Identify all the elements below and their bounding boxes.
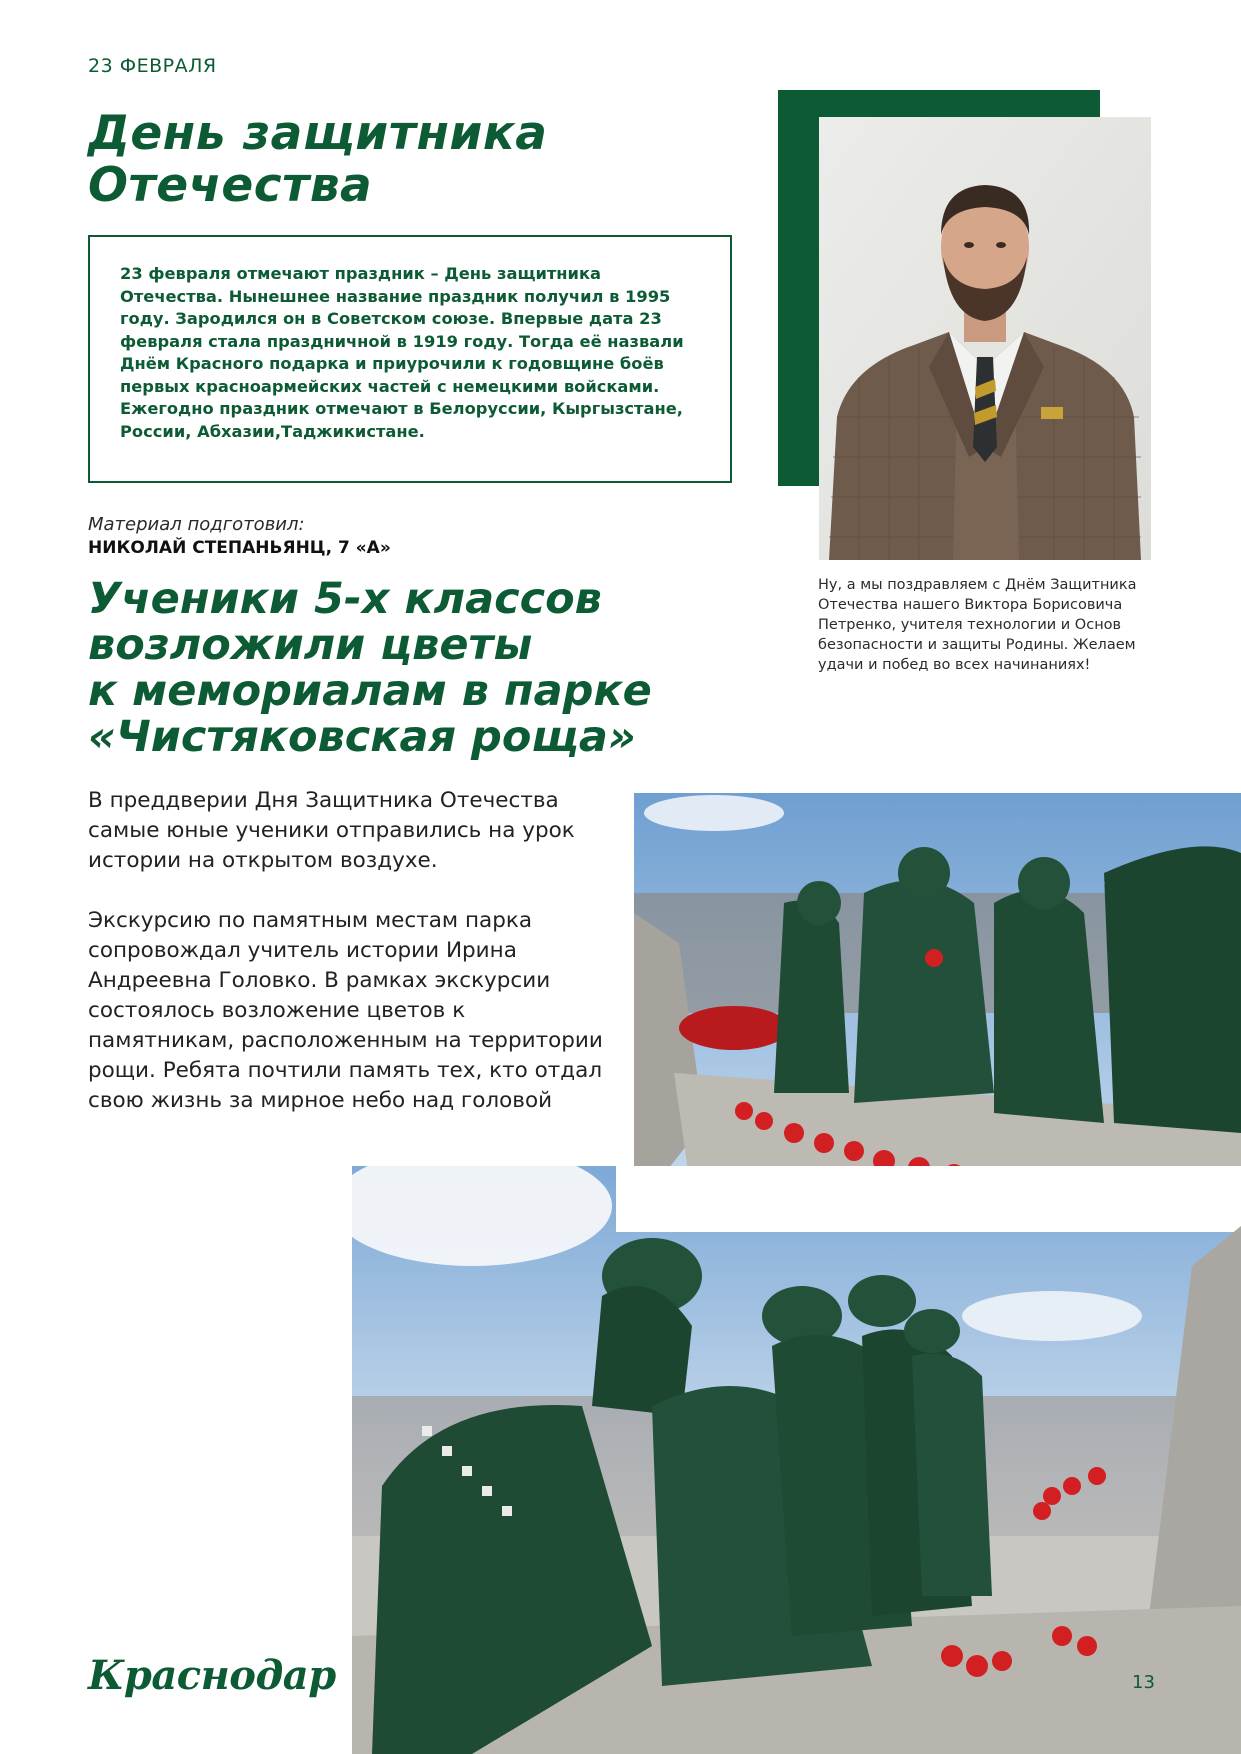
article-body (88, 786, 618, 1146)
teacher-portrait-photo (819, 117, 1151, 560)
page-number: 13 (1132, 1672, 1155, 1693)
intro-box (88, 235, 732, 483)
article-title (88, 576, 768, 760)
article-title-line-3: к мемориалам в парке (88, 666, 652, 716)
portrait-caption: Ну, а мы поздравляем с Днём Защитника Отечества нашего Виктора Борисовича Петренко, учителя технологии и Основ безопасности и защиты Родины. Желаем удачи и побед во всех начинаниях! (818, 577, 1137, 673)
section-kicker: 23 ФЕВРАЛЯ (88, 55, 217, 77)
article-title-line-4: «Чистяковская роща» (88, 712, 636, 762)
intro-text: 23 февраля отмечают праздник – День защитника Отечества. Нынешнее название праздник получил в 1995 году. Зародился он в Советском союзе. Впервые дата 23 февраля стала праздничной в 1919 году. Тогда её назвали Днём Красного подарка и приурочили к годовщине боёв первых красноармейских частей с немецкими войсками. Ежегодно праздник отмечают в Белоруссии, Кыргызстане, России, Абхазии,Таджикистане. (120, 264, 684, 441)
article-paragraph-2: Экскурсию по памятным местам парка сопровождал учитель истории Ирина Андреевна Головко. В рамках экскурсии состоялось возложение цветов к памятникам, расположенным на территории рощи. Ребята почтили память тех, кто отдал свою жизнь за мирное небо над головой (88, 908, 603, 1113)
page-title-line-1: День защитника (88, 106, 548, 161)
credit-label: Материал подготовил: (88, 514, 305, 535)
article-title-line-2: возложили цветы (88, 620, 533, 670)
krasnodar-logo: Краснодар (88, 1652, 336, 1699)
students-memorial-photo-1 (634, 793, 1241, 1213)
article-paragraph-1: В преддверии Дня Защитника Отечества самые юные ученики отправились на урок истории на открытом воздухе. (88, 788, 575, 873)
credit-author: НИКОЛАЙ СТЕПАНЬЯНЦ, 7 «А» (88, 538, 391, 558)
page-title-line-2: Отечества (88, 158, 373, 213)
article-title-line-1: Ученики 5-х классов (88, 574, 602, 624)
students-memorial-photo-2 (352, 1166, 1241, 1754)
page-title (88, 108, 728, 212)
